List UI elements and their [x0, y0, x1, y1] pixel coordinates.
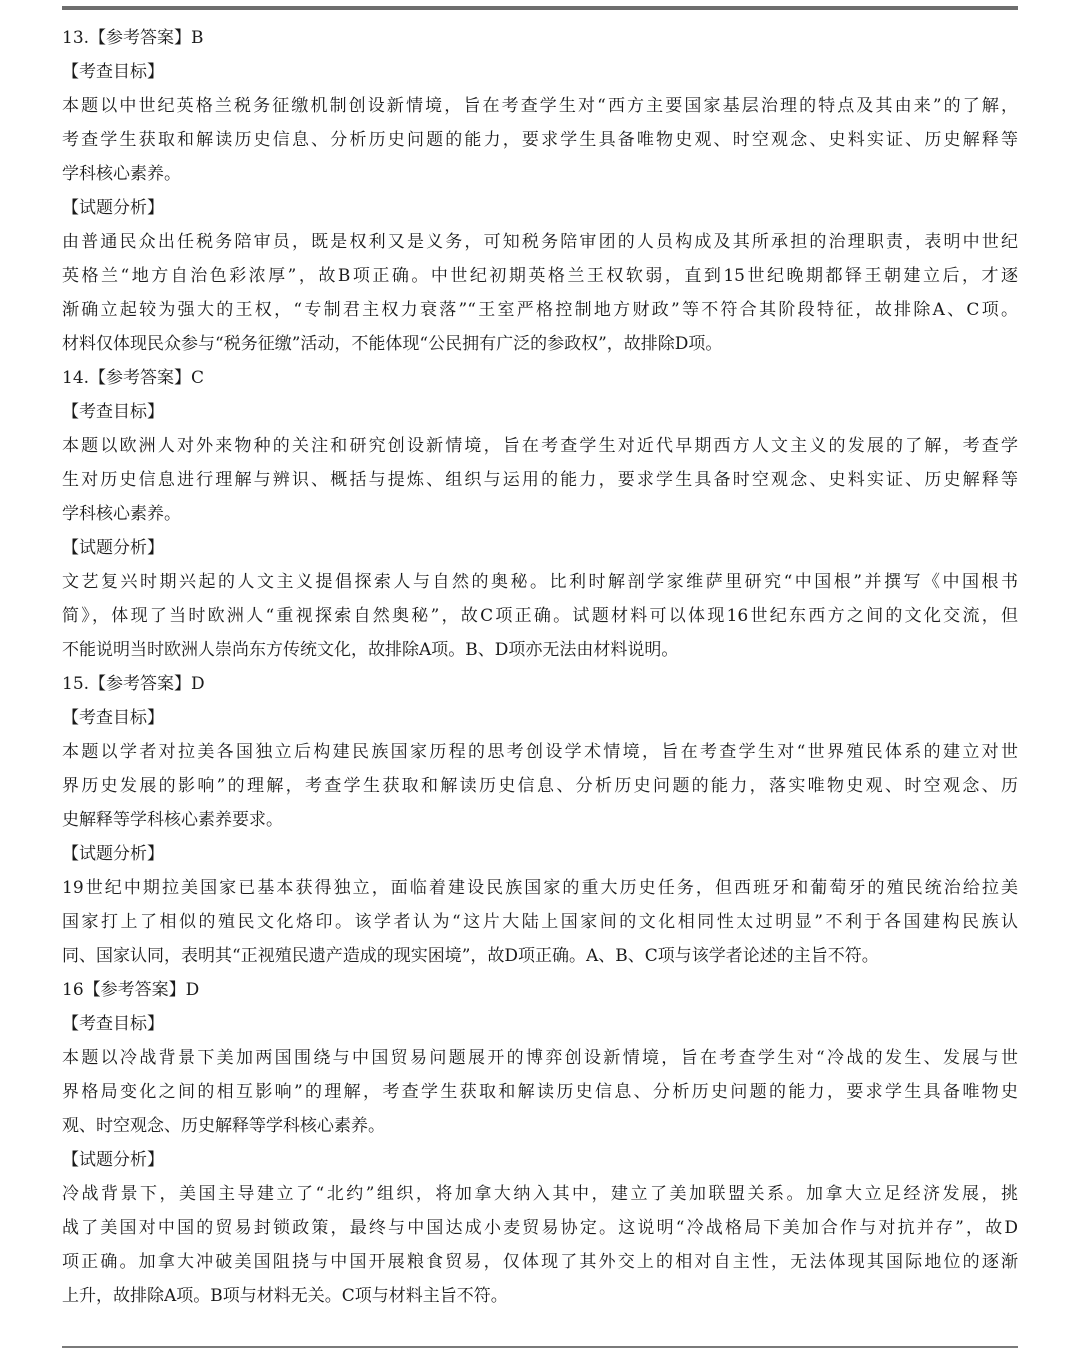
bottom-rule — [62, 1346, 1018, 1348]
goal-text-line: 观、时空观念、历史解释等学科核心素养。 — [62, 1116, 385, 1136]
analysis-text-line: 文艺复兴时期兴起的人文主义提倡探索人与自然的奥秘。比利时解剖学家维萨里研究“中国根”并撰写《中国根书 — [62, 572, 1018, 592]
answer-line: 13.【参考答案】B — [62, 28, 204, 48]
answer-line: 15.【参考答案】D — [62, 674, 205, 694]
analysis-heading: 【试题分析】 — [62, 538, 164, 558]
question-15-block — [62, 667, 1018, 973]
goal-text-line: 界格局变化之间的相互影响”的理解，考查学生获取和解读历史信息、分析历史问题的能力，要求学生具备唯物史 — [62, 1082, 1018, 1102]
goal-text-line: 考查学生获取和解读历史信息、分析历史问题的能力，要求学生具备唯物史观、时空观念、史料实证、历史解释等 — [62, 130, 1018, 150]
analysis-text-line: 不能说明当时欧洲人崇尚东方传统文化，故排除A项。B、D项亦无法由材料说明。 — [62, 640, 679, 660]
answer-analysis-document — [62, 21, 1018, 1313]
analysis-text-line: 同、国家认同，表明其“正视殖民遗产造成的现实困境”，故D项正确。A、B、C项与该学者论述的主旨不符。 — [62, 946, 879, 966]
analysis-text-line: 上升，故排除A项。B项与材料无关。C项与材料主旨不符。 — [62, 1286, 508, 1306]
goal-text-line: 本题以欧洲人对外来物种的关注和研究创设新情境，旨在考查学生对近代早期西方人文主义的发展的了解，考查学 — [62, 436, 1018, 456]
goal-text-line: 本题以中世纪英格兰税务征缴机制创设新情境，旨在考查学生对“西方主要国家基层治理的特点及其由来”的了解， — [62, 96, 1018, 116]
analysis-text-line: 冷战背景下，美国主导建立了“北约”组织，将加拿大纳入其中，建立了美加联盟关系。加拿大立足经济发展，挑 — [62, 1184, 1018, 1204]
analysis-heading: 【试题分析】 — [62, 844, 164, 864]
analysis-heading: 【试题分析】 — [62, 1150, 164, 1170]
goal-text-line: 史解释等学科核心素养要求。 — [62, 810, 283, 830]
goal-text-line: 学科核心素养。 — [62, 164, 181, 184]
goal-heading: 【考查目标】 — [62, 1014, 164, 1034]
analysis-text-line: 渐确立起较为强大的王权，“专制君主权力衰落”“王室严格控制地方财政”等不符合其阶段特征，故排除A、C项。 — [62, 300, 1018, 320]
goal-text-line: 界历史发展的影响”的理解，考查学生获取和解读历史信息、分析历史问题的能力，落实唯物史观、时空观念、历 — [62, 776, 1018, 796]
question-16-block — [62, 973, 1018, 1313]
goal-text-line: 本题以学者对拉美各国独立后构建民族国家历程的思考创设学术情境，旨在考查学生对“世界殖民体系的建立对世 — [62, 742, 1018, 762]
goal-text-line: 生对历史信息进行理解与辨识、概括与提炼、组织与运用的能力，要求学生具备时空观念、史料实证、历史解释等 — [62, 470, 1018, 490]
top-rule — [62, 6, 1018, 10]
analysis-text-line: 由普通民众出任税务陪审员，既是权利又是义务，可知税务陪审团的人员构成及其所承担的治理职责，表明中世纪 — [62, 232, 1018, 252]
analysis-text-line: 简》，体现了当时欧洲人“重视探索自然奥秘”，故C项正确。试题材料可以体现16世纪东西方之间的文化交流，但 — [62, 606, 1018, 626]
goal-text-line: 本题以冷战背景下美加两国围绕与中国贸易问题展开的博弈创设新情境，旨在考查学生对“冷战的发生、发展与世 — [62, 1048, 1018, 1068]
analysis-text-line: 材料仅体现民众参与“税务征缴”活动，不能体现“公民拥有广泛的参政权”，故排除D项。 — [62, 334, 723, 354]
question-13-block — [62, 21, 1018, 361]
goal-text-line: 学科核心素养。 — [62, 504, 181, 524]
analysis-text-line: 19世纪中期拉美国家已基本获得独立，面临着建设民族国家的重大历史任务，但西班牙和葡萄牙的殖民统治给拉美 — [62, 878, 1018, 898]
analysis-heading: 【试题分析】 — [62, 198, 164, 218]
answer-line: 14.【参考答案】C — [62, 368, 205, 388]
analysis-text-line: 英格兰“地方自治色彩浓厚”，故B项正确。中世纪初期英格兰王权软弱，直到15世纪晚期都铎王朝建立后，才逐 — [62, 266, 1018, 286]
goal-heading: 【考查目标】 — [62, 62, 164, 82]
analysis-text-line: 国家打上了相似的殖民文化烙印。该学者认为“这片大陆上国家间的文化相同性太过明显”不利于各国建构民族认 — [62, 912, 1018, 932]
goal-heading: 【考查目标】 — [62, 708, 164, 728]
analysis-text-line: 项正确。加拿大冲破美国阻挠与中国开展粮食贸易，仅体现了其外交上的相对自主性，无法体现其国际地位的逐渐 — [62, 1252, 1018, 1272]
analysis-text-line: 战了美国对中国的贸易封锁政策，最终与中国达成小麦贸易协定。这说明“冷战格局下美加合作与对抗并存”，故D — [62, 1218, 1018, 1238]
answer-line: 16【参考答案】D — [62, 980, 200, 1000]
question-14-block — [62, 361, 1018, 667]
goal-heading: 【考查目标】 — [62, 402, 164, 422]
